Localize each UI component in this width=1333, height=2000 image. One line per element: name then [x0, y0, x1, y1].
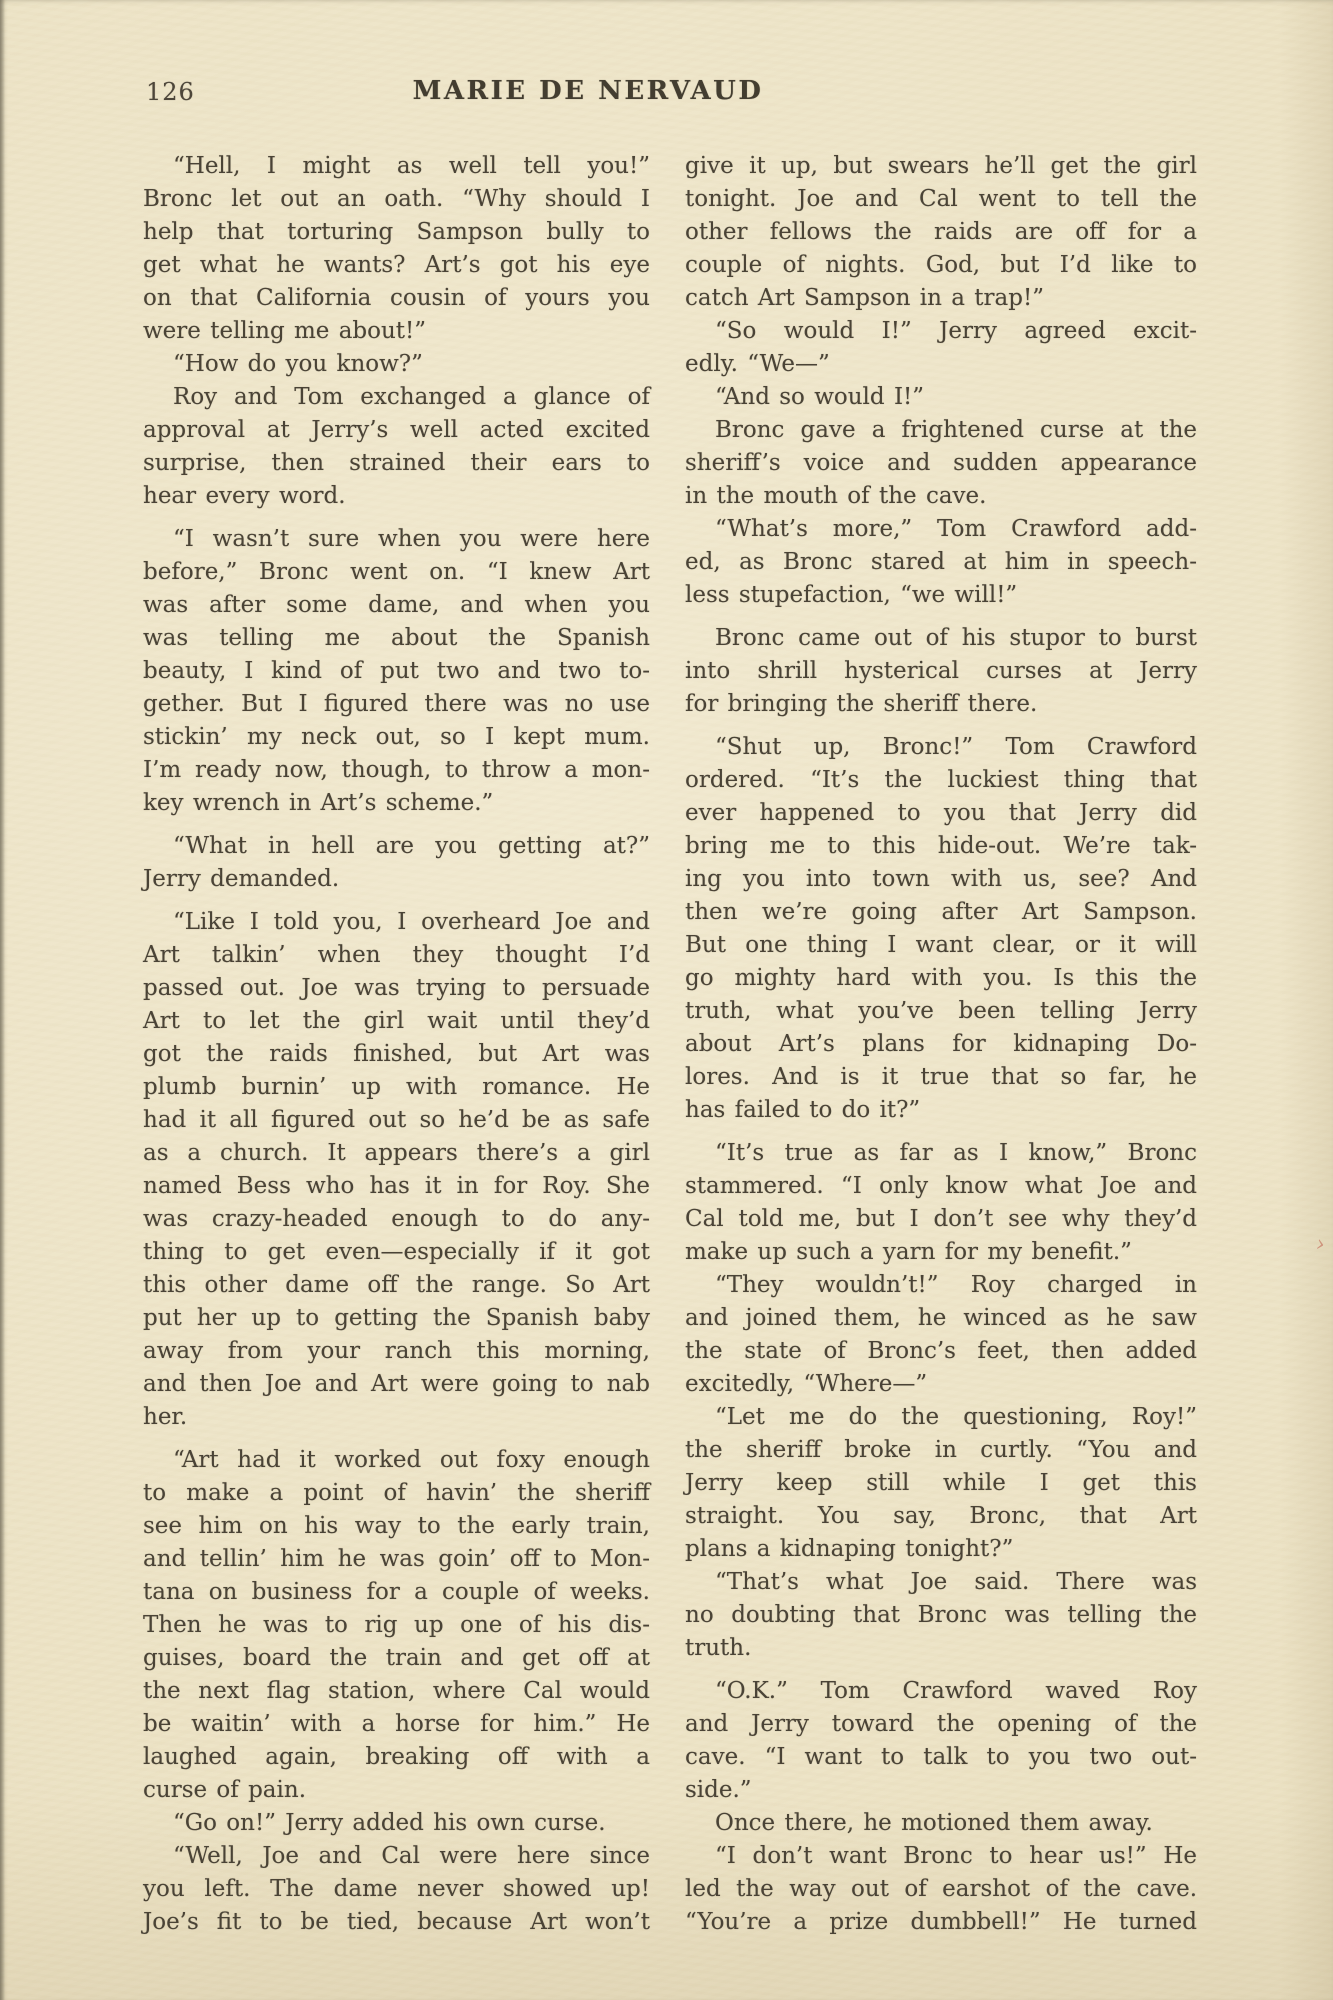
text-line: thing to get even—especially if it got [143, 1239, 650, 1265]
text-line: hear every word. [143, 483, 346, 509]
text-column-right [685, 150, 1197, 1939]
text-line: surprise, then strained their ears to [143, 450, 650, 476]
text-line: no doubting that Bronc was telling the [685, 1602, 1197, 1628]
text-line: Bronc came out of his stupor to burst [715, 625, 1197, 651]
text-line: and then Joe and Art were going to nab [143, 1371, 650, 1397]
paragraph [685, 1566, 1197, 1665]
text-line: plans a kidnaping tonight?” [685, 1536, 1014, 1562]
text-line: bring me to this hide-out. We’re tak- [685, 833, 1197, 859]
text-line: in the mouth of the cave. [685, 483, 987, 509]
text-line: were telling me about!” [143, 318, 427, 344]
text-line: Then he was to rig up one of his dis- [143, 1612, 650, 1638]
text-line: away from your ranch this morning, [143, 1338, 650, 1364]
text-line: “You’re a prize dumbbell!” He turned [685, 1909, 1197, 1935]
text-line: gether. But I figured there was no use [143, 691, 650, 717]
paragraph [143, 1444, 650, 1807]
paragraph [143, 348, 650, 381]
text-line: sheriff’s voice and sudden appearance [685, 450, 1197, 476]
text-line: stickin’ my neck out, so I kept mum. [143, 724, 650, 750]
text-line: tana on business for a couple of weeks. [143, 1579, 650, 1605]
text-line: this other dame off the range. So Art [143, 1272, 650, 1298]
text-line: “I wasn’t sure when you were here [173, 526, 650, 552]
text-line: named Bess who has it in for Roy. She [143, 1173, 650, 1199]
text-line: “That’s what Joe said. There was [715, 1569, 1197, 1595]
paragraph [685, 315, 1197, 381]
text-line: cave. “I want to talk to you two out- [685, 1744, 1197, 1770]
text-line: has failed to do it?” [685, 1097, 921, 1123]
paragraph [143, 1840, 650, 1939]
paragraph [143, 906, 650, 1434]
text-line: “Shut up, Bronc!” Tom Crawford [715, 734, 1197, 760]
text-line: the sheriff broke in curtly. “You and [685, 1437, 1197, 1463]
text-line: guises, board the train and get off at [143, 1645, 650, 1671]
text-line: “Go on!” Jerry added his own curse. [173, 1810, 606, 1836]
text-line: for bringing the sheriff there. [685, 691, 1038, 717]
text-line: you left. The dame never showed up! [143, 1876, 650, 1902]
text-line: help that torturing Sampson bully to [143, 219, 650, 245]
text-line: “How do you know?” [173, 351, 423, 377]
text-line: see him on his way to the early train, [143, 1513, 650, 1539]
text-line: Art talkin’ when they thought I’d [143, 942, 650, 968]
text-line: “It’s true as far as I know,” Bronc [715, 1140, 1197, 1166]
text-line: Bronc gave a frightened curse at the [715, 417, 1197, 443]
text-line: stammered. “I only know what Joe and [685, 1173, 1197, 1199]
paragraph [685, 513, 1197, 612]
paragraph [685, 414, 1197, 513]
text-line: Joe’s fit to be tied, because Art won’t [143, 1909, 650, 1935]
page-header [0, 76, 1333, 116]
text-line: beauty, I kind of put two and two to- [143, 658, 650, 684]
margin-pencil-mark: › [1313, 1231, 1328, 1258]
text-line: ed, as Bronc stared at him in speech- [685, 549, 1197, 575]
text-line: her. [143, 1404, 188, 1430]
text-line: led the way out of earshot of the cave. [685, 1876, 1197, 1902]
text-line: “I don’t want Bronc to hear us!” He [715, 1843, 1197, 1869]
text-line: “Let me do the questioning, Roy!” [715, 1404, 1197, 1430]
text-column-left [143, 150, 650, 1939]
text-line: lores. And is it true that so far, he [685, 1064, 1197, 1090]
scan-edge-shadow [0, 0, 5, 2000]
text-line: edly. “We—” [685, 351, 830, 377]
text-line: before,” Bronc went on. “I knew Art [143, 559, 650, 585]
text-line: plumb burnin’ up with romance. He [143, 1074, 650, 1100]
text-line: truth. [685, 1635, 752, 1661]
text-line: catch Art Sampson in a trap!” [685, 285, 1044, 311]
text-line: “O.K.” Tom Crawford waved Roy [715, 1678, 1197, 1704]
text-line: Bronc let out an oath. “Why should I [143, 186, 650, 212]
text-line: get what he wants? Art’s got his eye [143, 252, 650, 278]
text-line: straight. You say, Bronc, that Art [685, 1503, 1197, 1529]
text-line: was telling me about the Spanish [143, 625, 650, 651]
text-line: “They wouldn’t!” Roy charged in [715, 1272, 1197, 1298]
text-line: was crazy-headed enough to do any- [143, 1206, 650, 1232]
text-line: was after some dame, and when you [143, 592, 650, 618]
text-line: Once there, he motioned them away. [715, 1810, 1153, 1836]
paragraph [685, 1840, 1197, 1939]
text-line: to make a point of havin’ the sheriff [143, 1480, 650, 1506]
text-line: truth, what you’ve been telling Jerry [685, 998, 1197, 1024]
text-line: “What’s more,” Tom Crawford add- [715, 516, 1197, 542]
paragraph [143, 381, 650, 513]
text-line: curse of pain. [143, 1777, 307, 1803]
paragraph [143, 1807, 650, 1840]
text-line: “What in hell are you getting at?” [173, 833, 650, 859]
text-line: “And so would I!” [715, 384, 925, 410]
paragraph [685, 150, 1197, 315]
text-line: the state of Bronc’s feet, then added [685, 1338, 1197, 1364]
text-line: and tellin’ him he was goin’ off to Mon- [143, 1546, 650, 1572]
paragraph [685, 1269, 1197, 1401]
text-line: as a church. It appears there’s a girl [143, 1140, 650, 1166]
text-line: laughed again, breaking off with a [143, 1744, 650, 1770]
text-line: ever happened to you that Jerry did [685, 800, 1197, 826]
text-line: Cal told me, but I don’t see why they’d [685, 1206, 1197, 1232]
text-line: “Like I told you, I overheard Joe and [173, 909, 650, 935]
paragraph [685, 381, 1197, 414]
text-line: couple of nights. God, but I’d like to [685, 252, 1197, 278]
text-line: excitedly, “Where—” [685, 1371, 928, 1397]
text-line: had it all figured out so he’d be as safe [143, 1107, 650, 1133]
text-line: tonight. Joe and Cal went to tell the [685, 186, 1197, 212]
running-title: MARIE DE NERVAUD [412, 76, 764, 106]
paragraph [143, 523, 650, 820]
text-line: But one thing I want clear, or it will [685, 932, 1197, 958]
text-line: Jerry demanded. [143, 866, 340, 892]
text-line: go mighty hard with you. Is this the [685, 965, 1197, 991]
text-line: then we’re going after Art Sampson. [685, 899, 1197, 925]
text-line: the next flag station, where Cal would [143, 1678, 650, 1704]
text-line: other fellows the raids are off for a [685, 219, 1197, 245]
text-line: “Hell, I might as well tell you!” [173, 153, 650, 179]
text-line: about Art’s plans for kidnaping Do- [685, 1031, 1197, 1057]
page-number: 126 [146, 78, 195, 106]
paragraph [685, 731, 1197, 1127]
paragraph [685, 1401, 1197, 1566]
text-line: key wrench in Art’s scheme.” [143, 790, 494, 816]
text-line: ordered. “It’s the luckiest thing that [685, 767, 1197, 793]
text-line: Art to let the girl wait until they’d [143, 1008, 650, 1034]
text-line: ing you into town with us, see? And [685, 866, 1197, 892]
text-line: passed out. Joe was trying to persuade [143, 975, 650, 1001]
paragraph [685, 1807, 1197, 1840]
text-line: and Jerry toward the opening of the [685, 1711, 1197, 1737]
text-line: I’m ready now, though, to throw a mon- [143, 757, 650, 783]
text-line: approval at Jerry’s well acted excited [143, 417, 650, 443]
text-line: put her up to getting the Spanish baby [143, 1305, 650, 1331]
text-line: Jerry keep still while I get this [685, 1470, 1197, 1496]
text-line: “Well, Joe and Cal were here since [173, 1843, 650, 1869]
text-line: got the raids finished, but Art was [143, 1041, 650, 1067]
text-line: on that California cousin of yours you [143, 285, 650, 311]
text-line: make up such a yarn for my benefit.” [685, 1239, 1132, 1265]
text-line: side.” [685, 1777, 752, 1803]
paragraph [143, 150, 650, 348]
text-line: give it up, but swears he’ll get the girl [685, 153, 1197, 179]
text-line: “Art had it worked out foxy enough [173, 1447, 650, 1473]
text-line: Roy and Tom exchanged a glance of [173, 384, 650, 410]
text-line: be waitin’ with a horse for him.” He [143, 1711, 650, 1737]
paragraph [685, 1137, 1197, 1269]
text-line: less stupefaction, “we will!” [685, 582, 1018, 608]
text-line: and joined them, he winced as he saw [685, 1305, 1197, 1331]
paragraph [685, 1675, 1197, 1807]
paragraph [143, 830, 650, 896]
text-line: into shrill hysterical curses at Jerry [685, 658, 1197, 684]
text-line: “So would I!” Jerry agreed excit- [715, 318, 1197, 344]
paragraph [685, 622, 1197, 721]
